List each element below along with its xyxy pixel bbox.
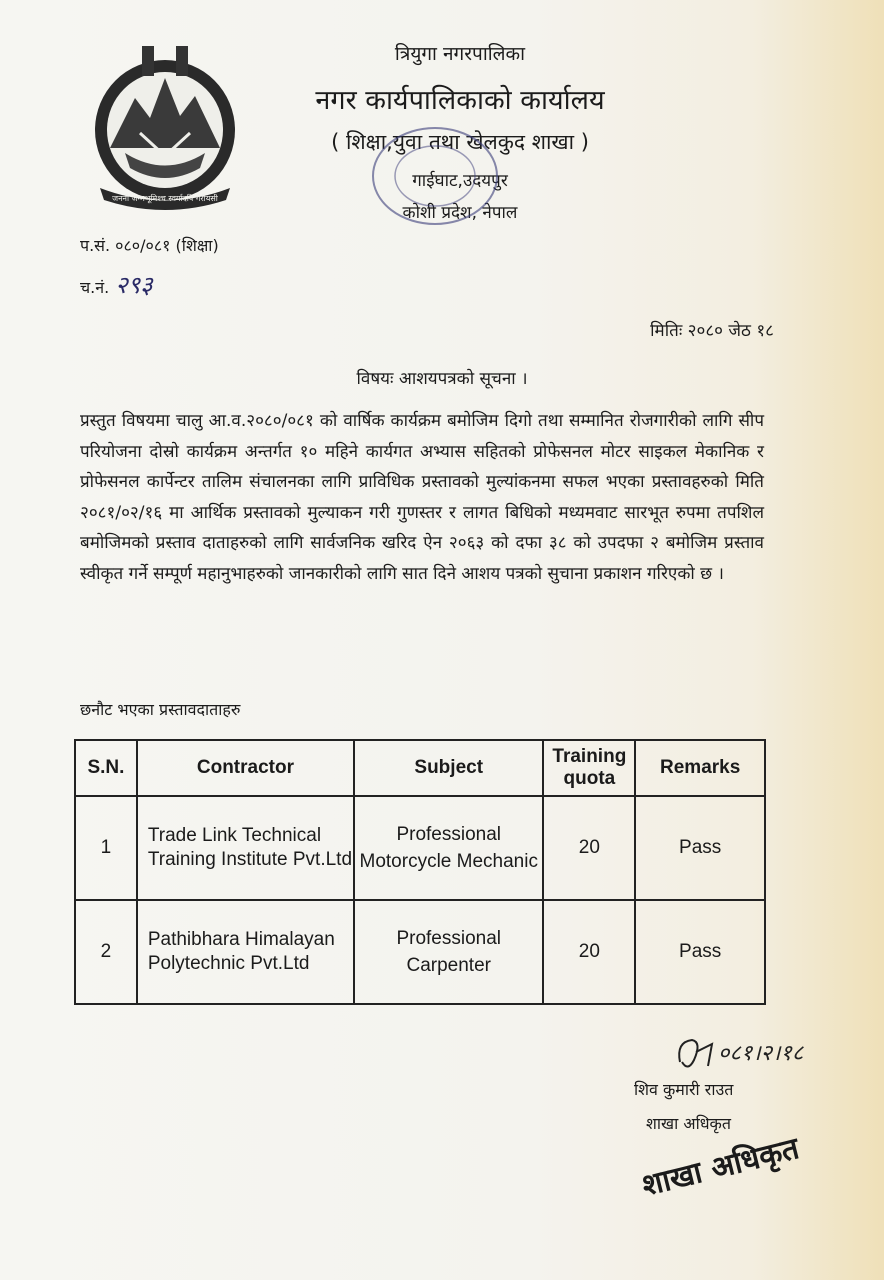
cell-remarks: Pass [635,900,765,1004]
svg-text:जननी जन्मभूमिश्च स्वर्गादपि गर: जननी जन्मभूमिश्च स्वर्गादपि गरीयसी [112,194,218,203]
letter-body: प्रस्तुत विषयमा चालु आ.व.२०८०/०८१ को वार्षिक कार्यक्रम बमोजिम दिगो तथा सम्मानित रोजगारीको लागि सीप परियोजना दोस्रो कार्यक्रम अन्तर्गत १० महिने कार्यगत अभ्यास सहितको प्रोफेसनल मोटर साइकल मेकानिक र प्रोफेसनल कार्पेन्टर तालिम संचालनका लागि प्राविधिक प्रस्तावको मुल्यांकनमा सफल भएका प्रस्तावहरुको मिति २०८१/०२/१६ मा आर्थिक प्रस्तावको मुल्याकन गरी गुणस्तर र लागत बिधिको मध्यमवाट सारभूत रुपमा तपशिल बमोजिमको प्रस्ताव दाताहरुको लागि सार्वजनिक खरिद ऐन २०६३ को दफा ३८ को उपदफा २ बमोजिम प्रस्ताव स्वीकृत गर्ने सम्पूर्ण महानुभाहरुको जानकारीको लागि सात दिने आशय पत्रको सुचाना प्रकाशन गरिएको छ । [80,411,764,584]
signatory-stamp: शाखा अधिकृत [638,1131,803,1204]
municipality-name: त्रियुगा नगरपालिका [394,43,526,65]
header-sn: S.N. [75,740,137,796]
signature-date: ०८१।२।१८ [718,1041,804,1066]
dispatch-handwritten-number: २९३ [115,271,153,299]
selected-bidders-heading: छनौट भएका प्रस्तावदाताहरु [80,700,241,719]
table-row [75,796,765,900]
cell-sn: 1 [75,796,137,900]
cell-subject: Professional Carpenter [354,900,543,1004]
cell-remarks: Pass [635,796,765,900]
cell-contractor: Pathibhara Himalayan Polytechnic Pvt.Ltd [137,900,354,1004]
reference-number: प.सं. ०८०/०८१ (शिक्षा) [80,236,219,255]
header-quota: Training quota [543,740,635,796]
letter-date: मितिः २०८० जेठ १८ [650,321,774,341]
header-remarks: Remarks [635,740,765,796]
header-subject: Subject [354,740,543,796]
handwritten-signature [672,1022,852,1080]
office-name: नगर कार्यपालिकाको कार्यालय [315,85,605,116]
office-province: कोशी प्रदेश, नेपाल [402,203,518,223]
cell-quota: 20 [543,796,635,900]
dispatch-label: च.नं. [80,278,110,297]
dispatch-number [80,268,153,301]
office-stamp [360,118,510,238]
nepal-emblem-logo [80,38,250,210]
cell-sn: 2 [75,900,137,1004]
section-name: ( शिक्षा,युवा तथा खेलकुद शाखा ) [331,130,589,154]
header-contractor: Contractor [137,740,354,796]
table-header-row [75,740,765,796]
signatory-title: शाखा अधिकृत [646,1114,731,1133]
bidders-table [74,739,766,1005]
signatory-name: शिव कुमारी राउत [634,1080,734,1099]
cell-subject: Professional Motorcycle Mechanic [354,796,543,900]
letter-subject: विषयः आशयपत्रको सूचना । [356,369,528,389]
cell-contractor: Trade Link Technical Training Institute Pvt.Ltd [137,796,354,900]
cell-quota: 20 [543,900,635,1004]
table-row [75,900,765,1004]
office-location: गाईघाट,उदयपुर [412,171,508,191]
